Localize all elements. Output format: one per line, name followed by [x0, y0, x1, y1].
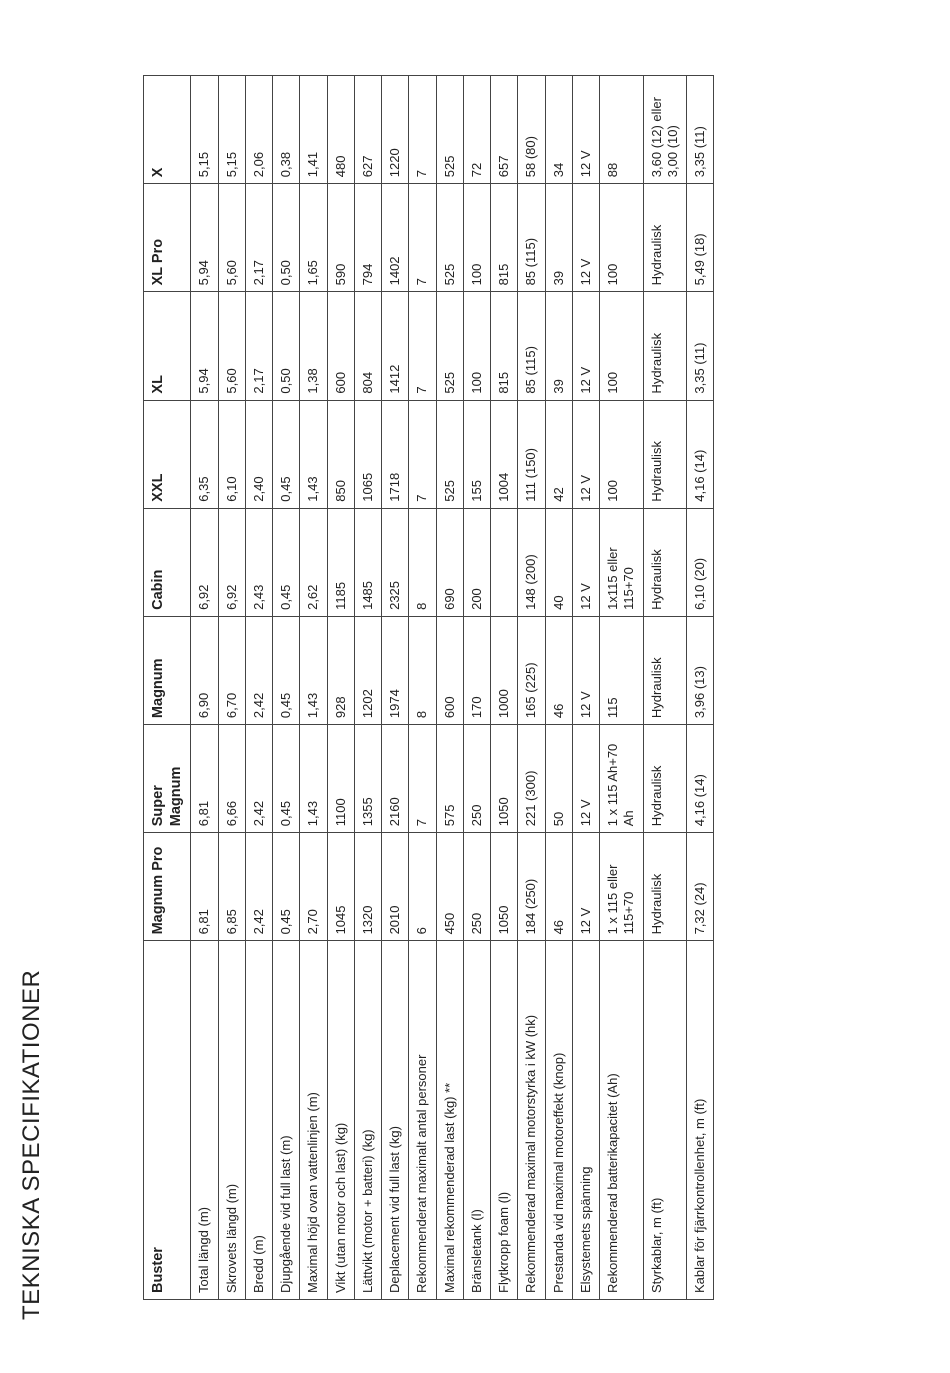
table-cell: 2,70 [300, 833, 327, 941]
table-cell: 2,42 [245, 616, 272, 724]
table-cell: 1004 [491, 400, 518, 508]
table-cell: 100 [463, 292, 490, 400]
table-cell: 1185 [327, 508, 354, 616]
table-row [518, 76, 545, 1300]
table-cell: 7 [409, 76, 436, 184]
table-cell: 5,94 [191, 292, 218, 400]
table-cell: 7 [409, 725, 436, 833]
row-label: Maximal rekommenderad last (kg) ** [436, 941, 463, 1300]
table-cell: 2,17 [245, 184, 272, 292]
table-cell: 5,15 [218, 76, 245, 184]
row-label: Prestanda vid maximal motoreffekt (knop) [545, 941, 572, 1300]
table-row [382, 76, 409, 1300]
header-model: Magnum Pro [144, 833, 191, 941]
table-cell: 0,45 [273, 508, 300, 616]
table-cell: 1050 [491, 833, 518, 941]
header-model: XL Pro [144, 184, 191, 292]
table-cell: 1,43 [300, 725, 327, 833]
row-label: Deplacement vid full last (kg) [382, 941, 409, 1300]
row-label: Elsystemets spänning [572, 941, 599, 1300]
table-cell: 7 [409, 400, 436, 508]
table-cell: 200 [463, 508, 490, 616]
table-cell: 115 [600, 616, 644, 724]
table-row [572, 76, 599, 1300]
table-cell: 12 V [572, 184, 599, 292]
table-cell: 1718 [382, 400, 409, 508]
table-cell: 1485 [354, 508, 381, 616]
spec-rows [191, 76, 714, 1300]
table-cell: 0,45 [273, 400, 300, 508]
table-cell: 6,92 [191, 508, 218, 616]
row-label: Djupgående vid full last (m) [273, 941, 300, 1300]
table-row [545, 76, 572, 1300]
table-row [463, 76, 490, 1300]
row-label: Vikt (utan motor och last) (kg) [327, 941, 354, 1300]
table-cell: 450 [436, 833, 463, 941]
table-row [191, 76, 218, 1300]
table-cell: 50 [545, 725, 572, 833]
table-cell: 7 [409, 184, 436, 292]
table-cell: 525 [436, 76, 463, 184]
table-cell: 4,16 (14) [687, 400, 714, 508]
table-cell: 7 [409, 292, 436, 400]
table-cell: 1412 [382, 292, 409, 400]
table-cell: 6,10 (20) [687, 508, 714, 616]
table-cell: 525 [436, 292, 463, 400]
table-cell: 1050 [491, 725, 518, 833]
table-cell: 480 [327, 76, 354, 184]
table-cell: 6,66 [218, 725, 245, 833]
table-cell: 34 [545, 76, 572, 184]
table-cell: 12 V [572, 292, 599, 400]
header-model: XXL [144, 400, 191, 508]
table-row [687, 76, 714, 1300]
table-row [218, 76, 245, 1300]
table-cell: 6,70 [218, 616, 245, 724]
table-cell: Hydraulisk [643, 184, 687, 292]
table-cell: 42 [545, 400, 572, 508]
table-cell: 85 (115) [518, 184, 545, 292]
table-cell: 1000 [491, 616, 518, 724]
table-cell: Hydraulisk [643, 616, 687, 724]
header-model: Magnum [144, 616, 191, 724]
row-label: Maximal höjd ovan vattenlinjen (m) [300, 941, 327, 1300]
table-cell: 5,94 [191, 184, 218, 292]
table-cell: 600 [327, 292, 354, 400]
table-cell: 815 [491, 184, 518, 292]
table-row [600, 76, 644, 1300]
spec-table [143, 75, 714, 1300]
table-cell: 2,17 [245, 292, 272, 400]
table-cell: 12 V [572, 400, 599, 508]
table-cell: 100 [600, 400, 644, 508]
table-cell: 39 [545, 184, 572, 292]
table-cell: 2,62 [300, 508, 327, 616]
row-label: Rekommenderat maximalt antal personer [409, 941, 436, 1300]
table-cell: 100 [463, 184, 490, 292]
table-row [300, 76, 327, 1300]
table-cell: 6 [409, 833, 436, 941]
table-cell: 1220 [382, 76, 409, 184]
table-cell: 46 [545, 833, 572, 941]
table-cell: 12 V [572, 833, 599, 941]
table-cell: 6,90 [191, 616, 218, 724]
header-model: Cabin [144, 508, 191, 616]
row-label: Bränsletank (l) [463, 941, 490, 1300]
table-cell: 1 x 115 eller 115+70 [600, 833, 644, 941]
table-cell: 1,43 [300, 616, 327, 724]
table-cell: 85 (115) [518, 292, 545, 400]
table-cell: Hydraulisk [643, 400, 687, 508]
table-cell: 0,45 [273, 616, 300, 724]
table-cell: 3,60 (12) eller 3,00 (10) [643, 76, 687, 184]
table-cell: 525 [436, 400, 463, 508]
table-cell: Hydraulisk [643, 508, 687, 616]
table-cell: 1,65 [300, 184, 327, 292]
table-cell: 184 (250) [518, 833, 545, 941]
table-row [409, 76, 436, 1300]
table-cell: 250 [463, 725, 490, 833]
table-cell: 690 [436, 508, 463, 616]
table-row [643, 76, 687, 1300]
table-cell: 2,42 [245, 833, 272, 941]
table-cell: 5,60 [218, 292, 245, 400]
table-cell: 165 (225) [518, 616, 545, 724]
table-cell: 2,43 [245, 508, 272, 616]
table-cell: 1x115 eller 115+70 [600, 508, 644, 616]
table-cell: 3,35 (11) [687, 292, 714, 400]
row-label: Bredd (m) [245, 941, 272, 1300]
table-cell: 1,38 [300, 292, 327, 400]
table-cell: 1,41 [300, 76, 327, 184]
table-cell: 794 [354, 184, 381, 292]
table-cell: 928 [327, 616, 354, 724]
row-label: Kablar för fjärrkontrollenhet, m (ft) [687, 941, 714, 1300]
table-cell: 8 [409, 616, 436, 724]
table-cell: 6,92 [218, 508, 245, 616]
table-cell: 6,81 [191, 725, 218, 833]
table-cell: 2,40 [245, 400, 272, 508]
table-cell: 590 [327, 184, 354, 292]
table-cell: Hydraulisk [643, 292, 687, 400]
header-row [144, 76, 191, 1300]
table-cell: 627 [354, 76, 381, 184]
table-cell: Hydraulisk [643, 725, 687, 833]
table-cell: 0,45 [273, 725, 300, 833]
row-label: Skrovets längd (m) [218, 941, 245, 1300]
table-cell: 40 [545, 508, 572, 616]
header-model: Super Magnum [144, 725, 191, 833]
table-cell: 1202 [354, 616, 381, 724]
table-cell: 5,60 [218, 184, 245, 292]
table-cell: 12 V [572, 616, 599, 724]
table-cell: 525 [436, 184, 463, 292]
table-cell: 72 [463, 76, 490, 184]
table-cell: 155 [463, 400, 490, 508]
row-label: Rekommenderad maximal motorstyrka i kW (hk) [518, 941, 545, 1300]
row-label: Lättvikt (motor + batteri) (kg) [354, 941, 381, 1300]
table-cell: 1355 [354, 725, 381, 833]
table-cell: 5,49 (18) [687, 184, 714, 292]
table-cell: 0,45 [273, 833, 300, 941]
table-cell: 0,50 [273, 184, 300, 292]
table-row [354, 76, 381, 1300]
table-cell: 575 [436, 725, 463, 833]
header-model: X [144, 76, 191, 184]
table-cell: 657 [491, 76, 518, 184]
table-cell: 804 [354, 292, 381, 400]
table-cell: 1402 [382, 184, 409, 292]
table-cell: 46 [545, 616, 572, 724]
table-row [273, 76, 300, 1300]
row-label: Total längd (m) [191, 941, 218, 1300]
table-cell: 12 V [572, 76, 599, 184]
row-label: Rekommenderad batterikapacitet (Ah) [600, 941, 644, 1300]
table-cell: 12 V [572, 508, 599, 616]
table-cell: 58 (80) [518, 76, 545, 184]
table-cell: 1045 [327, 833, 354, 941]
table-cell: 148 (200) [518, 508, 545, 616]
page-title: TEKNISKA SPECIFIKATIONER [18, 969, 45, 1320]
table-cell: 3,35 (11) [687, 76, 714, 184]
table-cell: 111 (150) [518, 400, 545, 508]
table-cell: 100 [600, 184, 644, 292]
table-cell: 250 [463, 833, 490, 941]
table-cell: 815 [491, 292, 518, 400]
table-cell: 170 [463, 616, 490, 724]
table-cell: 6,35 [191, 400, 218, 508]
table-cell: 2160 [382, 725, 409, 833]
table-cell: 1320 [354, 833, 381, 941]
table-cell: 6,81 [191, 833, 218, 941]
table-cell [491, 508, 518, 616]
table-row [245, 76, 272, 1300]
table-cell: 6,10 [218, 400, 245, 508]
table-cell: 8 [409, 508, 436, 616]
table-row [436, 76, 463, 1300]
table-cell: 2010 [382, 833, 409, 941]
table-cell: 3,96 (13) [687, 616, 714, 724]
table-cell: 2325 [382, 508, 409, 616]
table-cell: 600 [436, 616, 463, 724]
table-cell: 4,16 (14) [687, 725, 714, 833]
table-cell: 1 x 115 Ah+70 Ah [600, 725, 644, 833]
table-cell: 12 V [572, 725, 599, 833]
table-cell: 2,06 [245, 76, 272, 184]
table-cell: 0,50 [273, 292, 300, 400]
row-label: Flytkropp foam (l) [491, 941, 518, 1300]
table-cell: 1065 [354, 400, 381, 508]
table-cell: 1974 [382, 616, 409, 724]
table-cell: 5,15 [191, 76, 218, 184]
row-label: Styrkablar, m (ft) [643, 941, 687, 1300]
table-cell: 7,32 (24) [687, 833, 714, 941]
table-cell: 100 [600, 292, 644, 400]
table-cell: 1,43 [300, 400, 327, 508]
table-cell: Hydraulisk [643, 833, 687, 941]
header-model-label: Buster [144, 941, 191, 1300]
table-cell: 221 (300) [518, 725, 545, 833]
table-cell: 2,42 [245, 725, 272, 833]
table-cell: 1100 [327, 725, 354, 833]
header-model: XL [144, 292, 191, 400]
table-row [491, 76, 518, 1300]
table-cell: 39 [545, 292, 572, 400]
table-cell: 0,38 [273, 76, 300, 184]
table-cell: 88 [600, 76, 644, 184]
table-row [327, 76, 354, 1300]
table-cell: 6,85 [218, 833, 245, 941]
table-cell: 850 [327, 400, 354, 508]
